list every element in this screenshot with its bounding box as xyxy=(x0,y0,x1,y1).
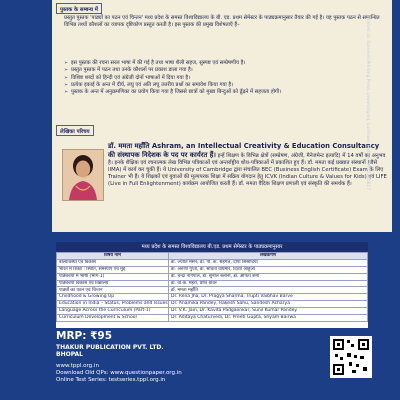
authors-cell: डॉ. वी.के. मेहरा, प्रीति ग्रोवर xyxy=(169,280,368,287)
table-title: मध्य प्रदेश के समस्त विश्वविद्यालय बी.एड. प्रथम सेमेस्टर के पाठ्यक्रमानुसार xyxy=(56,242,368,252)
test-series-link[interactable]: Online Test Series: testseries.tppl.org.in xyxy=(56,376,166,383)
publisher-city: BHOPAL xyxy=(56,351,84,358)
subject-cell: Curriculum Development & School xyxy=(57,315,169,322)
column-header: लेखकगण xyxy=(169,253,368,260)
about-book-intro: प्रस्तुत पुस्तक 'पाठ्यों का पठन एवं चिन्तन' मध्य प्रदेश के समस्त विश्वविद्यालय के बी. एड. प्रथम सेमेस्टर के पाठ्यक्रमानुसार तैयार की गई है। यह पुस्तक पठन से सम्बन्धित विभिन्न तथ्यों कौशलों का व्यापक दृष्टिकोण प्रस्तुत करती है। इस पुस्तक की प्रमुख विशेषताएँ हैं– xyxy=(64,15,380,29)
table-row xyxy=(57,294,368,301)
subject-cell: पाठ्यचर्या विकास एवं विद्यालय xyxy=(57,280,169,287)
publisher-links xyxy=(56,363,182,383)
old-qp-link[interactable]: Download Old QPs: www.questionpaper.org.in xyxy=(56,369,182,376)
table-header-row xyxy=(57,253,368,260)
author-bio xyxy=(108,142,388,189)
table-row xyxy=(57,287,368,294)
subject-cell: पाठ्यों का पठन एवं चिन्तन xyxy=(57,287,169,294)
table-row xyxy=(57,308,368,315)
subject-cell: पाठ्यचर्या में भाषा (भाग-1) xyxy=(57,273,169,280)
table-row xyxy=(57,259,368,266)
subject-cell: Education in India – Status, Problems and Issues xyxy=(57,301,169,308)
publisher-name: THAKUR PUBLICATION PVT. LTD. xyxy=(56,344,164,351)
table-row xyxy=(57,315,368,322)
syllabus-table xyxy=(56,252,368,322)
list-item: ➢ इस पुस्तक की रचना सरल भाषा में की गई है तथा भाषा शैली सहज, सुस्पष्ट एवं सम्प्रेषणीय है। xyxy=(64,60,380,67)
authors-cell: डॉ. ममता महाँति xyxy=(169,287,368,294)
authors-cell: Dr. Aditaya Chaturvedi, Dr. Preeti Gupta, Shyam Bairwa xyxy=(169,315,368,322)
subject-cell: Language Across the Curriculum (Part-1) xyxy=(57,308,169,315)
author-heading: लेखिका परिचय xyxy=(56,125,94,136)
about-book-heading: पुस्तक के सम्बन्ध में xyxy=(56,3,102,14)
subject-cell: बाल्यावस्था एवं विकास xyxy=(57,259,169,266)
qr-code-icon xyxy=(330,336,372,378)
author-photo xyxy=(62,149,104,201)
list-item: ➢ प्रत्येक इकाई के अन्त में दीर्घ, लघु एवं अति लघु उत्तरीय प्रश्नों का समावेश किया गया है। xyxy=(64,82,380,89)
table-row xyxy=(57,273,368,280)
table-row xyxy=(57,280,368,287)
syllabus-table-box xyxy=(56,242,368,328)
authors-cell: डॉ. अरुणा गुप्ता, डॉ. सविता वाघमारे, दिव्या आहूजा xyxy=(169,266,368,273)
printer-note: Printed at: Sarswati Printing Press, Jawaharganj, Lucknow, Mobile: 9935185617 xyxy=(365,16,370,191)
subject-cell: भारत में शिक्षा : स्थिति, समस्याएँ एवं मुद्दे xyxy=(57,266,169,273)
authors-cell: डॉ. चन्द्रा नागपाल, डॉ. सुनील बलानी, डॉ. अर्पिता शर्मा xyxy=(169,273,368,280)
authors-cell: Dr. V.K. Jain, Dr. Kavita Padgaonkar, Sunil Kumar Pandey xyxy=(169,308,368,315)
list-item: ➢ पुस्तक के अन्त में अनुक्रमणिका का प्रयोग किया गया है जिससे छात्रों को मुख्य बिन्दुओं को ढूँढ़ने में सहजता होगी। xyxy=(64,89,380,96)
author-bio-text: इन्हें शिक्षण के विभिन्न क्षेत्रों (सम्प्रेषण, अंग्रेजी, मैनेजमेन्ट इत्यादि) में 14 वर्षों का अनुभव है। इनके शैक्षिक एवं रचनात्मक लेख विभिन्न पत्रिकाओं एवं अन्तर्राष्ट्रीय शोध-पत्रिकाओं में प्रकाशित हुए हैं। डॉ. ममता कई प्रख्यात संस्थानों (जैसे IIMA) में कार्य कर चुकी हैं। ये University of Cambridge द्वारा संचालित BEC (Business English Certificate) Exam के लिए Trainer भी हैं। ये शिक्षकों एवं युवाओं की मूल्यपरक शिक्षा में सक्रिय योगदान हेतु ICVK (Indian Culture & Values for Kids) एवं LIFE (Live in Full Enlightenment) कार्यक्रम आयोजित करती हैं। डॉ. ममता वैदिक शिक्षण प्रणाली एवं संस्कृति की समर्थक हैं। xyxy=(108,153,387,188)
column-header: विषय नाम xyxy=(57,253,169,260)
authors-cell: Dr. Anamika Pandey, Rakesh Sahu, Sandesh Acharya xyxy=(169,301,368,308)
table-row xyxy=(57,301,368,308)
subject-cell: Childhood & Growing Up xyxy=(57,294,169,301)
qr-code xyxy=(330,336,372,378)
table-row xyxy=(57,266,368,273)
author-name-line: डॉ. ममता महाँति Ashram, an Intellectual Creativity & Education Consultancy की संस्थापक निदेशक के पद पर कार्यरत हैं। xyxy=(108,142,380,160)
authors-cell: डॉ. ज्योति मैसन, डॉ. पी. के. सहगल, दीपा सिसोदिया xyxy=(169,259,368,266)
content-panel xyxy=(52,0,392,232)
price-label: MRP: ₹95 xyxy=(56,330,113,342)
feature-list xyxy=(64,60,380,96)
author-portrait-icon xyxy=(63,150,103,200)
authors-cell: Dr. Rena Jha, Dr. Pragya Sharma, Trupti Vaibhav Barve xyxy=(169,294,368,301)
list-item: ➢ विशिष्ट शब्दों को हिन्दी एवं अंग्रेजी दोनों भाषाओं में दिया गया है। xyxy=(64,75,380,82)
website-link[interactable]: www.tppl.org.in xyxy=(56,363,99,369)
list-item: ➢ प्रस्तुत पुस्तक में पठन तथा उनके कौशलों पर प्रकाश डाला गया है। xyxy=(64,67,380,74)
